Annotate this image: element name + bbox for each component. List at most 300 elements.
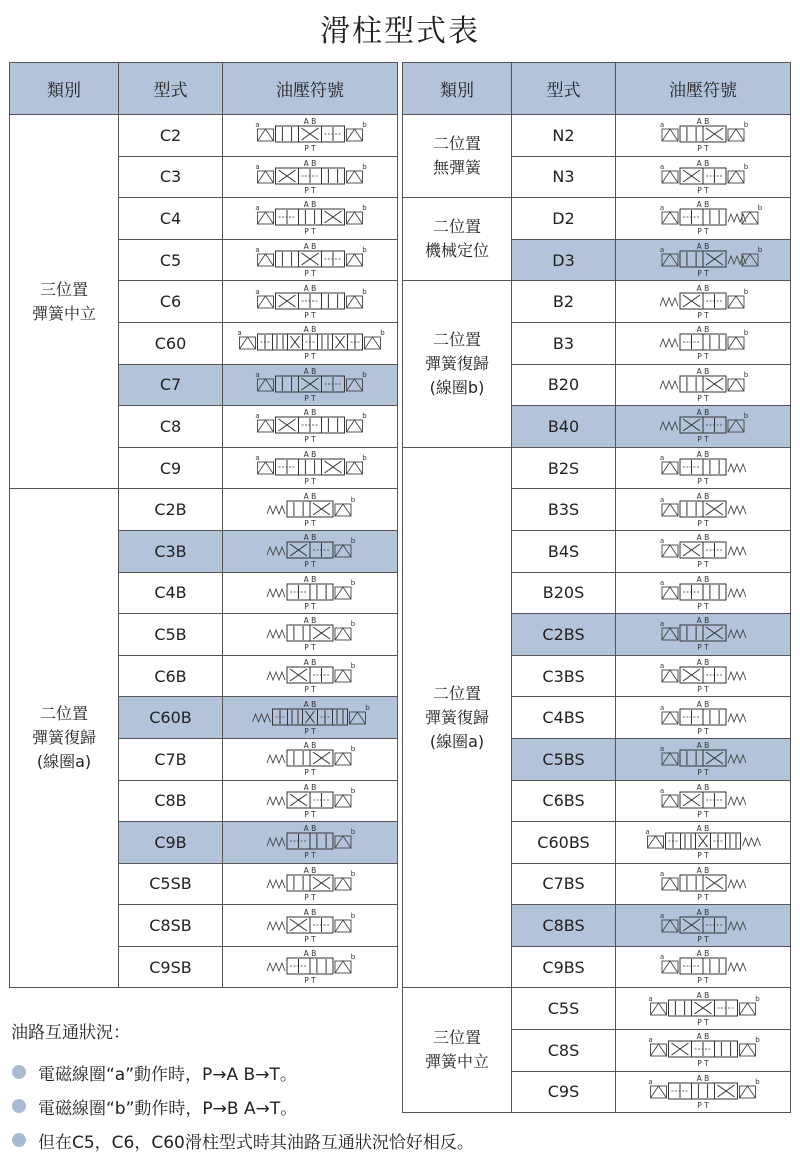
svg-text:b: b	[757, 246, 763, 255]
svg-text:b: b	[362, 454, 367, 463]
flow-notes	[11, 1018, 474, 1157]
symbol-cell	[223, 447, 398, 489]
svg-text:b: b	[350, 786, 356, 795]
hydraulic-symbol-icon	[224, 115, 396, 155]
svg-text:A B: A B	[696, 741, 710, 751]
hydraulic-symbol-icon	[224, 781, 396, 821]
svg-text:b: b	[362, 246, 367, 255]
symbol-cell	[223, 822, 398, 864]
note-item	[11, 1089, 474, 1123]
svg-text:P T: P T	[304, 352, 316, 362]
model-cell: C60	[119, 322, 223, 364]
svg-text:P T: P T	[697, 1100, 709, 1110]
model-cell: B40	[512, 406, 616, 448]
svg-text:A B: A B	[696, 949, 710, 959]
svg-text:b: b	[362, 204, 367, 213]
symbol-cell	[223, 406, 398, 448]
svg-text:P T: P T	[697, 1017, 709, 1027]
model-cell: C5SB	[119, 863, 223, 905]
svg-text:b: b	[757, 204, 763, 213]
svg-text:A B: A B	[303, 533, 317, 543]
symbol-cell	[616, 988, 791, 1030]
svg-text:a: a	[255, 162, 260, 171]
svg-text:b: b	[743, 412, 749, 421]
svg-text:P T: P T	[304, 976, 316, 986]
note-item	[11, 1055, 474, 1089]
symbol-cell	[616, 406, 791, 448]
svg-text:A B: A B	[303, 450, 317, 460]
model-cell: B2	[512, 281, 616, 323]
hydraulic-symbol-icon	[617, 698, 789, 738]
svg-text:a: a	[255, 412, 260, 421]
symbol-cell	[223, 905, 398, 947]
svg-text:a: a	[648, 1036, 653, 1045]
model-cell: C9S	[512, 1071, 616, 1113]
header-category: 類別	[403, 63, 512, 115]
svg-text:b: b	[362, 370, 367, 379]
symbol-cell	[616, 447, 791, 489]
hydraulic-symbol-icon	[224, 864, 396, 904]
svg-text:P T: P T	[304, 851, 316, 861]
svg-text:P T: P T	[697, 1059, 709, 1069]
model-cell: D2	[512, 198, 616, 240]
svg-text:a: a	[255, 246, 260, 255]
header-model: 型式	[119, 63, 223, 115]
symbol-cell	[223, 697, 398, 739]
svg-text:a: a	[255, 204, 260, 213]
svg-text:A B: A B	[303, 907, 317, 917]
svg-text:a: a	[659, 953, 665, 962]
svg-text:P T: P T	[697, 310, 709, 320]
svg-text:P T: P T	[304, 934, 316, 944]
spool-table-left	[9, 62, 398, 988]
spool-table-right	[402, 62, 791, 1113]
svg-text:P T: P T	[304, 185, 316, 195]
table-header-row	[403, 63, 791, 115]
model-cell: C2B	[119, 489, 223, 531]
hydraulic-symbol-icon	[617, 656, 789, 696]
hydraulic-symbol-icon	[224, 490, 396, 530]
svg-text:P T: P T	[697, 851, 709, 861]
svg-text:A B: A B	[696, 658, 710, 668]
hydraulic-symbol-icon	[617, 947, 789, 987]
note-text: 但在C5，C6，C60滑柱型式時其油路互通狀況恰好相反。	[38, 1132, 474, 1153]
svg-text:A B: A B	[303, 741, 317, 751]
svg-text:b: b	[743, 162, 749, 171]
hydraulic-symbol-icon	[617, 864, 789, 904]
symbol-cell	[616, 738, 791, 780]
symbol-cell	[223, 156, 398, 198]
model-cell: C9BS	[512, 946, 616, 988]
svg-text:A B: A B	[696, 325, 710, 335]
svg-text:A B: A B	[303, 782, 317, 792]
page-title: 滑柱型式表	[320, 14, 480, 49]
svg-text:a: a	[659, 495, 665, 504]
svg-text:P T: P T	[697, 809, 709, 819]
svg-text:a: a	[237, 329, 242, 338]
svg-text:A B: A B	[696, 408, 710, 418]
svg-text:b: b	[350, 745, 356, 754]
category-cell: 三位置 彈簧中立	[403, 988, 512, 1113]
model-cell: B20S	[512, 572, 616, 614]
svg-text:a: a	[659, 662, 665, 671]
svg-text:b: b	[743, 329, 749, 338]
svg-text:A B: A B	[303, 699, 317, 709]
svg-text:P T: P T	[697, 393, 709, 403]
model-cell: C5	[119, 239, 223, 281]
model-cell: C5BS	[512, 738, 616, 780]
notes-heading: 油路互通狀況：	[11, 1023, 130, 1043]
model-cell: C8S	[512, 1030, 616, 1072]
svg-text:P T: P T	[697, 768, 709, 778]
hydraulic-symbol-icon	[224, 365, 396, 405]
svg-text:a: a	[659, 745, 665, 754]
table-row	[403, 115, 791, 157]
symbol-cell	[616, 614, 791, 656]
model-cell: C2	[119, 115, 223, 157]
hydraulic-symbol-icon	[617, 614, 789, 654]
svg-text:a: a	[659, 204, 665, 213]
svg-text:b: b	[350, 495, 356, 504]
model-cell: C7BS	[512, 863, 616, 905]
svg-text:a: a	[659, 162, 665, 171]
svg-text:b: b	[362, 121, 367, 130]
model-cell: C4BS	[512, 697, 616, 739]
symbol-cell	[616, 239, 791, 281]
svg-text:P T: P T	[304, 393, 316, 403]
svg-text:A B: A B	[303, 200, 317, 210]
svg-text:P T: P T	[697, 477, 709, 487]
svg-text:A B: A B	[303, 616, 317, 626]
svg-text:A B: A B	[303, 242, 317, 252]
note-text: 電磁線圈“a”動作時，P→A B→T。	[38, 1064, 297, 1085]
symbol-cell	[616, 1071, 791, 1113]
svg-text:b: b	[350, 537, 356, 546]
model-cell: C8SB	[119, 905, 223, 947]
symbol-cell	[616, 655, 791, 697]
category-cell: 二位置 彈簧復歸 (線圈a)	[10, 489, 119, 988]
svg-text:a: a	[659, 537, 665, 546]
symbol-cell	[616, 115, 791, 157]
svg-text:P T: P T	[304, 477, 316, 487]
svg-text:a: a	[659, 246, 665, 255]
hydraulic-symbol-icon	[617, 198, 789, 238]
symbol-cell	[616, 863, 791, 905]
hydraulic-symbol-icon	[617, 1072, 789, 1112]
category-cell: 二位置 彈簧復歸 (線圈a)	[403, 447, 512, 988]
hydraulic-symbol-icon	[617, 1030, 789, 1070]
svg-text:A B: A B	[696, 450, 710, 460]
svg-text:A B: A B	[696, 699, 710, 709]
svg-text:b: b	[362, 162, 367, 171]
model-cell: C6B	[119, 655, 223, 697]
svg-text:A B: A B	[303, 949, 317, 959]
svg-text:A B: A B	[303, 325, 317, 335]
hydraulic-symbol-icon	[224, 198, 396, 238]
svg-text:P T: P T	[304, 269, 316, 279]
model-cell: C2BS	[512, 614, 616, 656]
svg-text:a: a	[255, 454, 260, 463]
svg-text:a: a	[659, 620, 665, 629]
svg-text:a: a	[659, 703, 665, 712]
hydraulic-symbol-icon	[224, 614, 396, 654]
svg-text:a: a	[659, 869, 665, 878]
model-cell: C7	[119, 364, 223, 406]
category-cell: 二位置 彈簧復歸 (線圈b)	[403, 281, 512, 447]
svg-text:A B: A B	[303, 117, 317, 127]
header-symbol: 油壓符號	[223, 63, 398, 115]
svg-text:A B: A B	[303, 283, 317, 293]
svg-text:A B: A B	[696, 824, 710, 834]
svg-text:b: b	[755, 1077, 760, 1086]
symbol-cell	[223, 281, 398, 323]
model-cell: C3	[119, 156, 223, 198]
hydraulic-symbol-icon	[617, 906, 789, 946]
svg-text:b: b	[743, 121, 749, 130]
svg-text:b: b	[362, 412, 367, 421]
svg-text:a: a	[648, 994, 653, 1003]
model-cell: C5B	[119, 614, 223, 656]
symbol-cell	[223, 322, 398, 364]
svg-text:P T: P T	[697, 435, 709, 445]
symbol-cell	[616, 156, 791, 198]
symbol-cell	[616, 364, 791, 406]
symbol-cell	[223, 489, 398, 531]
symbol-cell	[223, 115, 398, 157]
svg-text:P T: P T	[304, 601, 316, 611]
svg-text:b: b	[350, 869, 356, 878]
svg-text:b: b	[362, 287, 367, 296]
svg-text:b: b	[350, 620, 356, 629]
svg-text:b: b	[350, 911, 356, 920]
svg-text:A B: A B	[303, 408, 317, 418]
hydraulic-symbol-icon	[224, 947, 396, 987]
svg-text:P T: P T	[304, 726, 316, 736]
hydraulic-symbol-icon	[617, 822, 789, 862]
svg-text:A B: A B	[696, 158, 710, 168]
svg-text:b: b	[365, 703, 370, 712]
note-text: 電磁線圈“b”動作時，P→B A→T。	[38, 1098, 298, 1119]
model-cell: B4S	[512, 530, 616, 572]
model-cell: B3S	[512, 489, 616, 531]
model-cell: C8	[119, 406, 223, 448]
svg-text:A B: A B	[696, 1073, 710, 1083]
model-cell: N2	[512, 115, 616, 157]
model-cell: C4B	[119, 572, 223, 614]
model-cell: C60B	[119, 697, 223, 739]
category-cell: 三位置 彈簧中立	[10, 115, 119, 489]
svg-text:A B: A B	[696, 242, 710, 252]
symbol-cell	[223, 198, 398, 240]
hydraulic-symbol-icon	[617, 406, 789, 446]
svg-text:A B: A B	[303, 658, 317, 668]
hydraulic-symbol-icon	[617, 157, 789, 197]
model-cell: C8B	[119, 780, 223, 822]
svg-text:b: b	[743, 287, 749, 296]
symbol-cell	[616, 530, 791, 572]
symbol-cell	[616, 780, 791, 822]
svg-text:A B: A B	[303, 824, 317, 834]
symbol-cell	[616, 905, 791, 947]
svg-text:P T: P T	[697, 934, 709, 944]
svg-text:P T: P T	[304, 685, 316, 695]
svg-text:b: b	[380, 329, 385, 338]
svg-text:A B: A B	[696, 907, 710, 917]
symbol-cell	[616, 489, 791, 531]
svg-text:b: b	[743, 370, 749, 379]
hydraulic-symbol-icon	[224, 448, 396, 488]
model-cell: C5S	[512, 988, 616, 1030]
symbol-cell	[616, 1030, 791, 1072]
symbol-cell	[223, 614, 398, 656]
svg-text:A B: A B	[696, 117, 710, 127]
hydraulic-symbol-icon	[617, 989, 789, 1029]
note-item	[11, 1123, 474, 1157]
svg-text:P T: P T	[697, 560, 709, 570]
svg-text:P T: P T	[304, 310, 316, 320]
svg-text:b: b	[350, 828, 356, 837]
svg-text:A B: A B	[303, 574, 317, 584]
model-cell: D3	[512, 239, 616, 281]
hydraulic-symbol-icon	[224, 157, 396, 197]
model-cell: B3	[512, 322, 616, 364]
svg-text:a: a	[255, 287, 260, 296]
hydraulic-symbol-icon	[617, 448, 789, 488]
model-cell: B20	[512, 364, 616, 406]
hydraulic-symbol-icon	[617, 365, 789, 405]
svg-text:a: a	[255, 121, 260, 130]
hydraulic-symbol-icon	[617, 781, 789, 821]
hydraulic-symbol-icon	[224, 906, 396, 946]
hydraulic-symbol-icon	[224, 240, 396, 280]
model-cell: B2S	[512, 447, 616, 489]
model-cell: C7B	[119, 738, 223, 780]
svg-text:A B: A B	[696, 283, 710, 293]
model-cell: C8BS	[512, 905, 616, 947]
table-row	[403, 281, 791, 323]
table-row	[10, 489, 398, 531]
symbol-cell	[223, 364, 398, 406]
svg-text:P T: P T	[304, 518, 316, 528]
hydraulic-symbol-icon	[224, 822, 396, 862]
svg-text:P T: P T	[697, 269, 709, 279]
symbol-cell	[616, 572, 791, 614]
svg-text:A B: A B	[303, 865, 317, 875]
model-cell: C3B	[119, 530, 223, 572]
model-cell: C4	[119, 198, 223, 240]
table-header-row	[10, 63, 398, 115]
category-cell: 二位置 機械定位	[403, 198, 512, 281]
model-cell: N3	[512, 156, 616, 198]
category-cell: 二位置 無彈簧	[403, 115, 512, 198]
hydraulic-symbol-icon	[224, 406, 396, 446]
svg-text:A B: A B	[303, 158, 317, 168]
hydraulic-symbol-icon	[617, 573, 789, 613]
header-model: 型式	[512, 63, 616, 115]
svg-text:P T: P T	[697, 601, 709, 611]
svg-text:a: a	[659, 121, 665, 130]
hydraulic-symbol-icon	[224, 531, 396, 571]
svg-text:b: b	[350, 953, 356, 962]
svg-text:P T: P T	[304, 144, 316, 154]
symbol-cell	[616, 697, 791, 739]
svg-text:a: a	[659, 454, 665, 463]
svg-text:P T: P T	[304, 227, 316, 237]
svg-text:P T: P T	[304, 809, 316, 819]
symbol-cell	[223, 780, 398, 822]
svg-text:P T: P T	[304, 892, 316, 902]
model-cell: C60BS	[512, 822, 616, 864]
svg-text:P T: P T	[304, 435, 316, 445]
hydraulic-symbol-icon	[617, 323, 789, 363]
symbol-cell	[223, 946, 398, 988]
hydraulic-symbol-icon	[224, 323, 396, 363]
svg-text:P T: P T	[697, 144, 709, 154]
svg-text:A B: A B	[696, 865, 710, 875]
symbol-cell	[616, 822, 791, 864]
symbol-cell	[223, 239, 398, 281]
svg-text:A B: A B	[696, 491, 710, 501]
hydraulic-symbol-icon	[224, 282, 396, 322]
svg-text:a: a	[659, 911, 665, 920]
svg-text:A B: A B	[696, 1032, 710, 1042]
svg-text:a: a	[648, 1077, 653, 1086]
symbol-cell	[223, 572, 398, 614]
svg-text:A B: A B	[696, 533, 710, 543]
hydraulic-symbol-icon	[224, 698, 396, 738]
svg-text:A B: A B	[696, 200, 710, 210]
hydraulic-symbol-icon	[224, 656, 396, 696]
symbol-cell	[616, 198, 791, 240]
svg-text:b: b	[755, 994, 760, 1003]
symbol-cell	[223, 738, 398, 780]
svg-text:A B: A B	[696, 574, 710, 584]
svg-text:b: b	[350, 662, 356, 671]
model-cell: C3BS	[512, 655, 616, 697]
svg-text:A B: A B	[696, 616, 710, 626]
svg-text:P T: P T	[697, 643, 709, 653]
svg-text:b: b	[755, 1036, 760, 1045]
bullet-icon	[12, 1065, 26, 1079]
model-cell: C6	[119, 281, 223, 323]
svg-text:a: a	[255, 370, 260, 379]
svg-text:P T: P T	[697, 227, 709, 237]
svg-text:A B: A B	[696, 782, 710, 792]
table-row	[403, 198, 791, 240]
symbol-cell	[223, 863, 398, 905]
hydraulic-symbol-icon	[617, 115, 789, 155]
header-category: 類別	[10, 63, 119, 115]
table-row	[10, 115, 398, 157]
model-cell: C9	[119, 447, 223, 489]
svg-text:P T: P T	[697, 185, 709, 195]
svg-text:P T: P T	[304, 643, 316, 653]
svg-text:P T: P T	[304, 560, 316, 570]
hydraulic-symbol-icon	[617, 282, 789, 322]
svg-text:A B: A B	[696, 366, 710, 376]
model-cell: C9SB	[119, 946, 223, 988]
model-cell: C9B	[119, 822, 223, 864]
svg-text:P T: P T	[697, 892, 709, 902]
symbol-cell	[616, 322, 791, 364]
symbol-cell	[223, 530, 398, 572]
hydraulic-symbol-icon	[617, 531, 789, 571]
bullet-icon	[12, 1099, 26, 1113]
svg-text:a: a	[659, 578, 665, 587]
bullet-icon	[12, 1133, 26, 1147]
svg-text:A B: A B	[303, 491, 317, 501]
svg-text:P T: P T	[304, 768, 316, 778]
